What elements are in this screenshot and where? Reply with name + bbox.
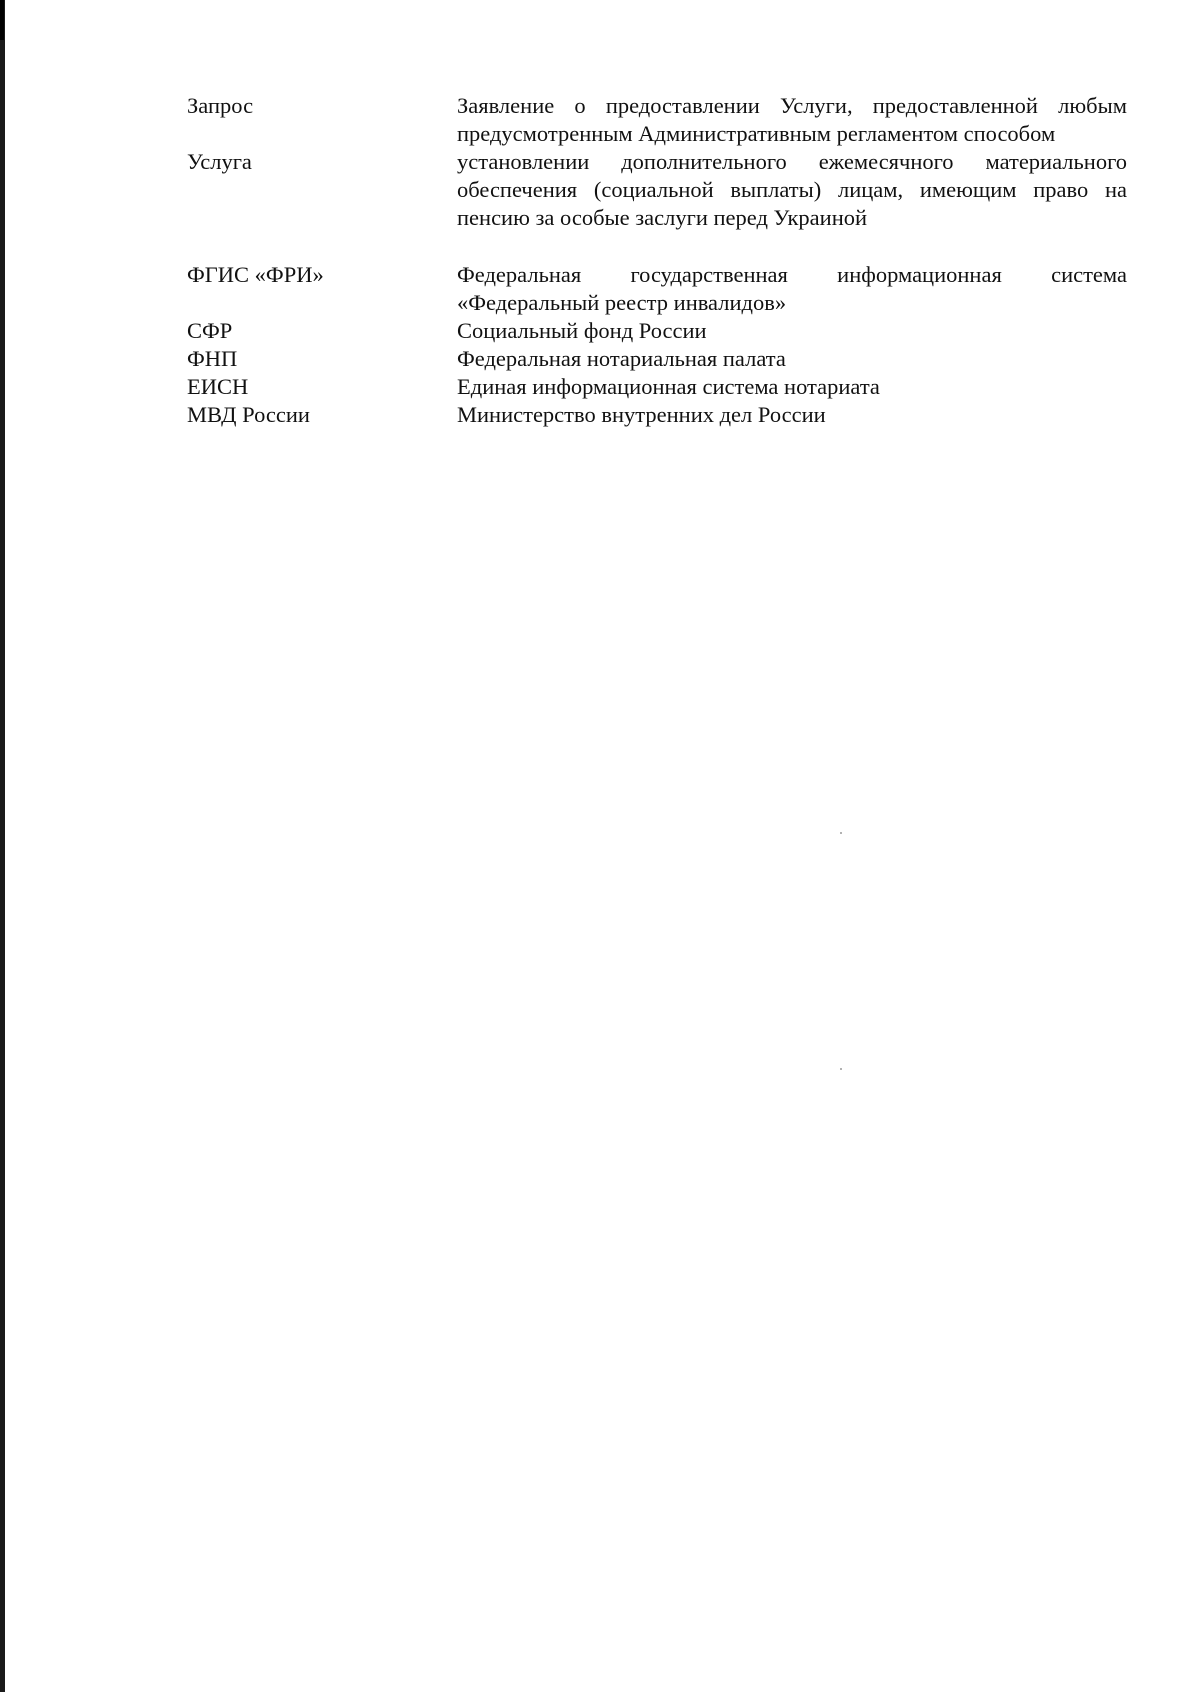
scan-speck [840, 832, 842, 834]
glossary-term: ЕИСН [187, 374, 249, 399]
glossary-definition: установлении дополнительного ежемесячного материального обеспечения (социальной выплаты) лицам, имеющим право на пенсию за особые заслуги перед Украиной [457, 149, 1127, 230]
glossary-entry-eisn [187, 373, 1127, 401]
glossary-definition: Социальный фонд России [457, 318, 707, 343]
glossary-entry-zapros [187, 92, 1127, 148]
scan-speck [840, 1068, 842, 1070]
glossary-definition: Министерство внутренних дел России [457, 402, 826, 427]
glossary-entry-mvd [187, 401, 1127, 429]
glossary-term: Запрос [187, 93, 254, 118]
glossary-term: СФР [187, 318, 233, 343]
scan-edge [0, 0, 5, 1692]
glossary-entry-sfr [187, 317, 1127, 345]
glossary-definition: Федеральная государственная информационная система «Федеральный реестр инвалидов» [457, 262, 1127, 315]
glossary-entry-fgis-fri [187, 261, 1127, 317]
glossary-definition: Заявление о предоставлении Услуги, предоставленной любым предусмотренным Административным регламентом способом [457, 93, 1127, 146]
glossary-term: ФГИС «ФРИ» [187, 262, 324, 287]
glossary-definition: Единая информационная система нотариата [457, 374, 880, 399]
entry-spacer [187, 232, 1127, 261]
glossary-entry-usluga [187, 148, 1127, 232]
scan-edge-mark [0, 0, 4, 40]
glossary-term: Услуга [187, 149, 252, 174]
abbreviations-list [187, 92, 1127, 429]
glossary-entry-fnp [187, 345, 1127, 373]
glossary-term: МВД России [187, 402, 310, 427]
glossary-term: ФНП [187, 346, 238, 371]
glossary-definition: Федеральная нотариальная палата [457, 346, 786, 371]
